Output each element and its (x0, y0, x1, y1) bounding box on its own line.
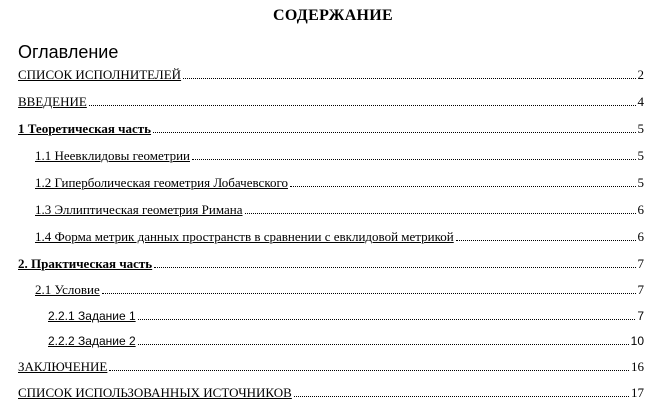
toc-entry-theory[interactable] (18, 121, 644, 137)
toc-entry-1-1[interactable] (35, 148, 644, 164)
toc-entry-1-4[interactable] (35, 229, 644, 245)
dot-leader (290, 186, 636, 187)
dot-leader (109, 370, 629, 371)
toc-entry-label: ВВЕДЕНИЕ (18, 94, 87, 109)
toc-entry-label: 2. Практическая часть (18, 256, 153, 271)
toc-entry-label: 1.1 Неевклидовы геометрии (35, 148, 190, 163)
toc-entry-2-1[interactable] (35, 282, 644, 298)
toc-entry-2-2-1[interactable] (48, 308, 644, 324)
toc-title: Оглавление (18, 42, 119, 62)
toc-entry-page: 17 (631, 385, 644, 400)
dot-leader (192, 159, 636, 160)
toc-entry-label: 2.2.2 Задание 2 (48, 334, 136, 348)
toc-entry-page: 5 (637, 148, 644, 163)
toc-entry-1-3[interactable] (35, 202, 644, 218)
toc-entry-label: 2.1 Условие (35, 282, 100, 297)
dot-leader (183, 78, 635, 79)
toc-entry-label: 1.2 Гиперболическая геометрия Лобачевского (35, 175, 288, 190)
toc-entry-label: 1.3 Эллиптическая геометрия Римана (35, 202, 243, 217)
toc-entry-page: 5 (637, 121, 644, 136)
toc-entry-page: 2 (637, 67, 644, 82)
dot-leader (294, 396, 629, 397)
toc-entry-practice[interactable] (18, 256, 644, 272)
dot-leader (245, 213, 636, 214)
toc-entry-page: 7 (637, 309, 644, 323)
toc-entry-introduction[interactable] (18, 94, 644, 110)
toc-entry-label: 1 Теоретическая часть (18, 121, 152, 136)
dot-leader (456, 240, 636, 241)
toc-entry-page: 4 (637, 94, 644, 109)
dot-leader (138, 344, 629, 345)
toc-entry-2-2-2[interactable] (48, 333, 644, 349)
toc-entry-page: 7 (637, 256, 644, 271)
toc-entry-1-2[interactable] (35, 175, 644, 191)
toc-entry-page: 6 (637, 202, 644, 217)
dot-leader (138, 319, 636, 320)
toc-entry-label: ЗАКЛЮЧЕНИЕ (18, 359, 108, 374)
dot-leader (89, 105, 636, 106)
toc-entry-page: 10 (630, 334, 644, 348)
dot-leader (102, 293, 636, 294)
toc-entry-label: 1.4 Форма метрик данных пространств в сравнении с евклидовой метрикой (35, 229, 454, 244)
toc-entry-label: СПИСОК ИСПОЛНИТЕЛЕЙ (18, 67, 182, 82)
toc-entry-label: СПИСОК ИСПОЛЬЗОВАННЫХ ИСТОЧНИКОВ (18, 385, 292, 400)
toc-entry-page: 16 (631, 359, 644, 374)
toc-entry-label: 2.2.1 Задание 1 (48, 309, 136, 323)
page-title: СОДЕРЖАНИЕ (272, 7, 394, 24)
dot-leader (153, 132, 635, 133)
toc-entry-conclusion[interactable] (18, 359, 644, 375)
toc-entry-references[interactable] (18, 385, 644, 401)
dot-leader (154, 267, 635, 268)
toc-entry-page: 7 (637, 282, 644, 297)
toc-entry-page: 5 (637, 175, 644, 190)
toc-entry-page: 6 (637, 229, 644, 244)
toc-entry-authors[interactable] (18, 67, 644, 83)
